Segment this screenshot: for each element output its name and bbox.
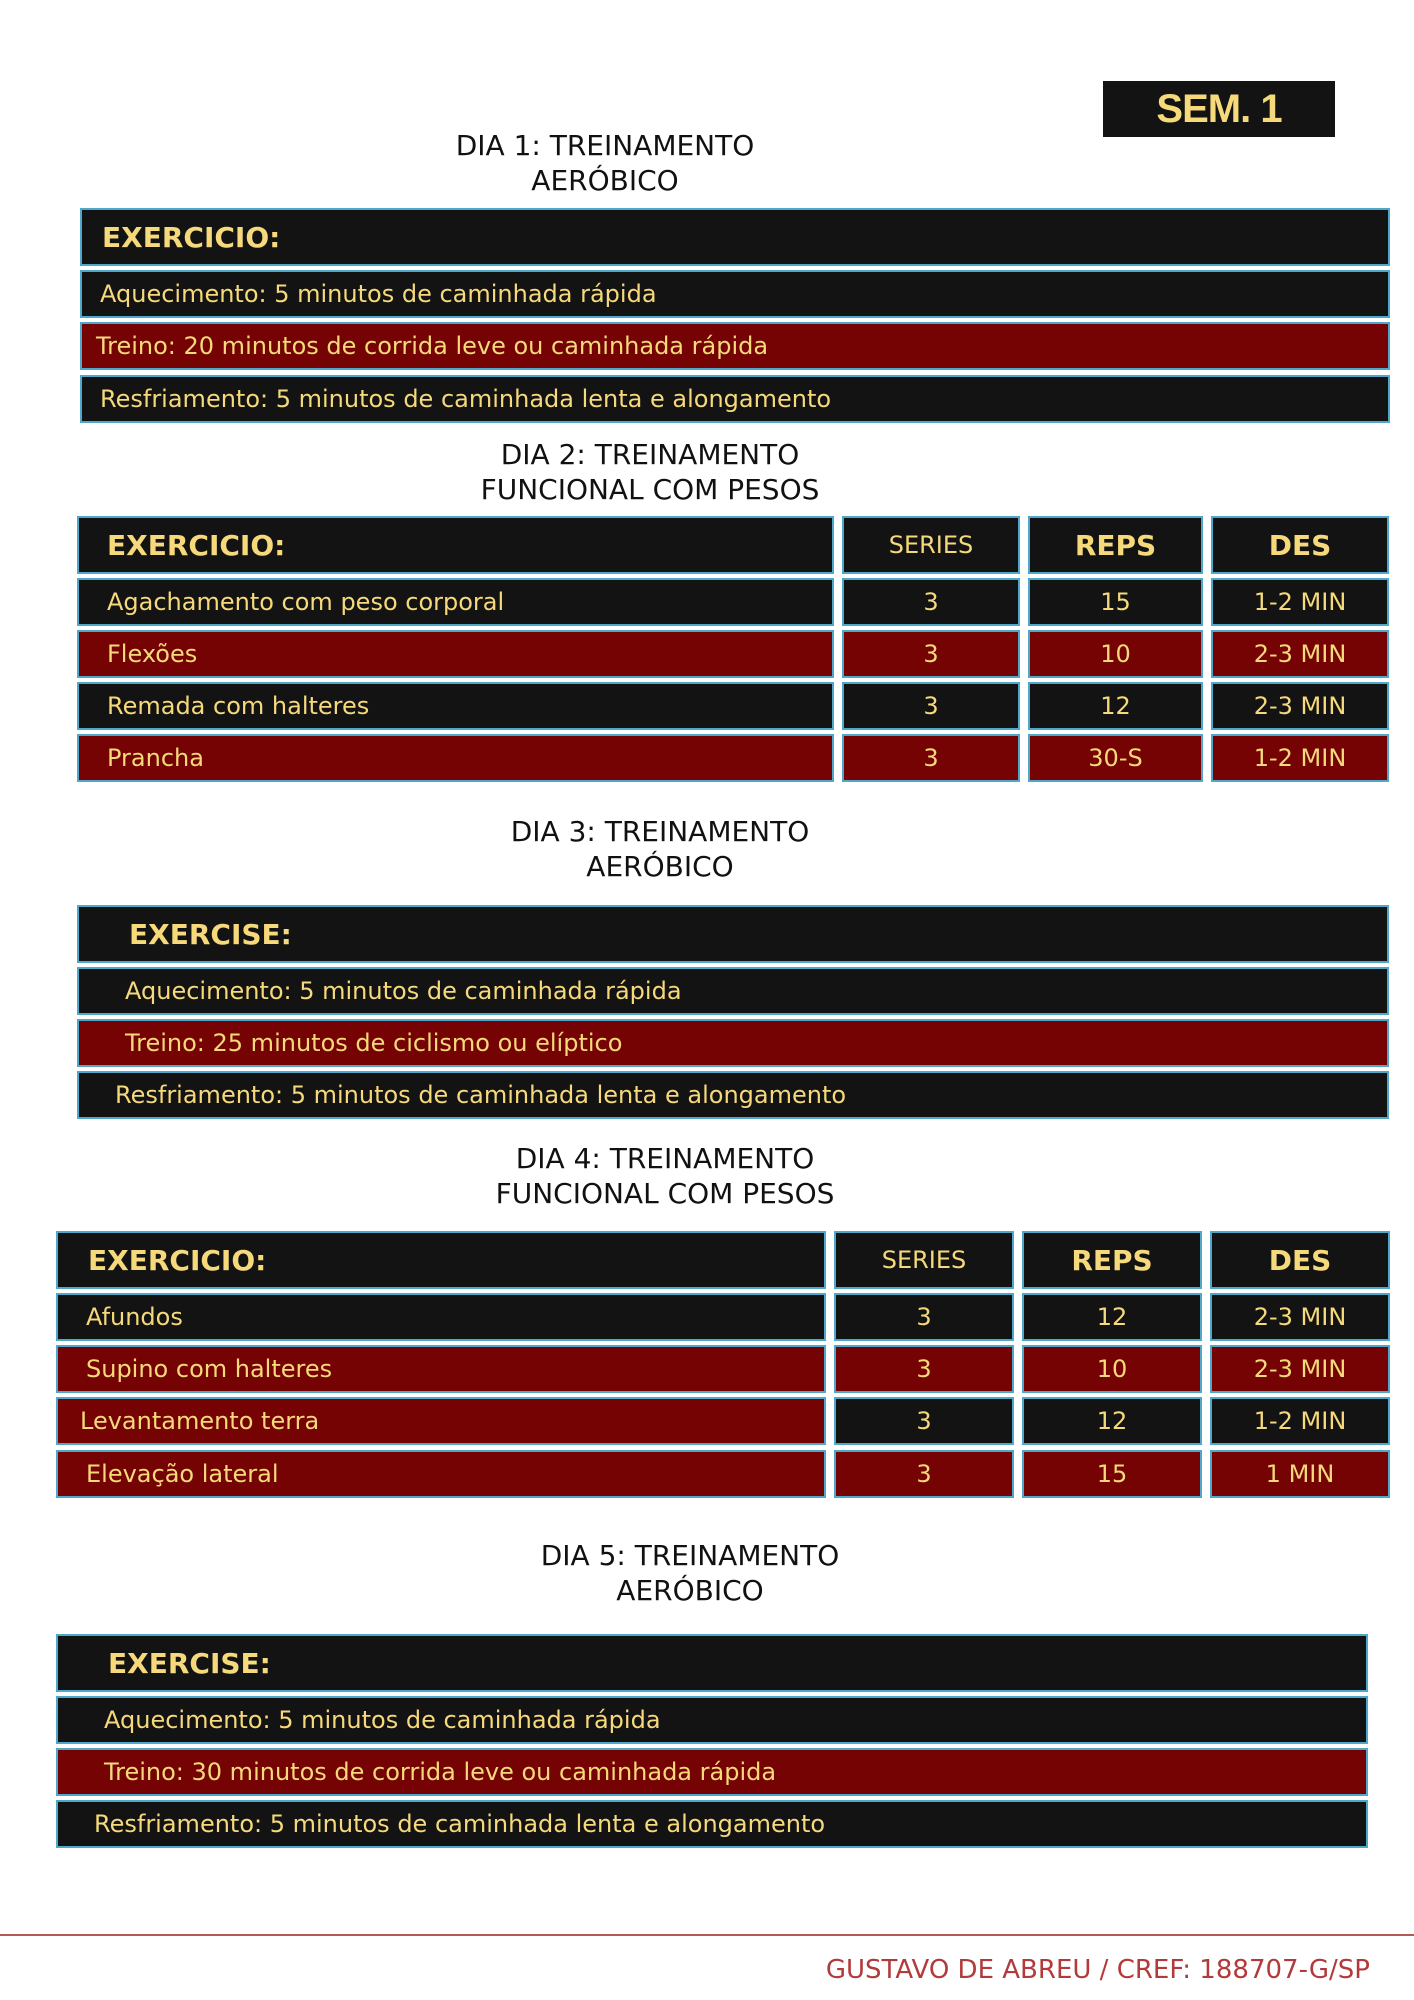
day5-title-line1: DIA 5: TREINAMENTO xyxy=(540,1539,840,1572)
day4-row-exercise: Levantamento terra xyxy=(56,1397,826,1445)
day1-row: Treino: 20 minutos de corrida leve ou caminhada rápida xyxy=(80,322,1390,370)
day4-row-des: 2-3 MIN xyxy=(1210,1293,1390,1341)
day4-row-series: 3 xyxy=(834,1345,1014,1393)
day2-header-exercise: EXERCICIO: xyxy=(77,516,834,574)
day2-title-line2: FUNCIONAL COM PESOS xyxy=(480,473,820,506)
week-badge: SEM. 1 xyxy=(1103,81,1335,137)
day2-row-series: 3 xyxy=(842,682,1020,730)
day4-row-series: 3 xyxy=(834,1397,1014,1445)
day2-row-des: 2-3 MIN xyxy=(1211,630,1389,678)
day4-header-exercise: EXERCICIO: xyxy=(56,1231,826,1289)
day1-title-line2: AERÓBICO xyxy=(531,164,679,197)
day2-row-exercise: Prancha xyxy=(77,734,834,782)
day1-title xyxy=(405,128,805,198)
day4-header-series: SERIES xyxy=(834,1231,1014,1289)
day2-row-exercise: Remada com halteres xyxy=(77,682,834,730)
day2-row-reps: 12 xyxy=(1028,682,1203,730)
day4-row-des: 2-3 MIN xyxy=(1210,1345,1390,1393)
day3-header: EXERCISE: xyxy=(77,905,1389,963)
day3-title-line2: AERÓBICO xyxy=(586,850,734,883)
day2-row-des: 2-3 MIN xyxy=(1211,682,1389,730)
day3-title-line1: DIA 3: TREINAMENTO xyxy=(510,815,810,848)
day5-row: Treino: 30 minutos de corrida leve ou caminhada rápida xyxy=(56,1748,1368,1796)
day5-header: EXERCISE: xyxy=(56,1634,1368,1692)
day2-row-reps: 10 xyxy=(1028,630,1203,678)
day2-header-des: DES xyxy=(1211,516,1389,574)
day5-title xyxy=(460,1538,920,1608)
day4-row-exercise: Elevação lateral xyxy=(56,1450,826,1498)
day2-title xyxy=(400,437,900,507)
day4-row-reps: 10 xyxy=(1022,1345,1202,1393)
day2-row-reps: 15 xyxy=(1028,578,1203,626)
day4-row-series: 3 xyxy=(834,1450,1014,1498)
day4-title xyxy=(415,1141,915,1211)
day3-row: Resfriamento: 5 minutos de caminhada lenta e alongamento xyxy=(77,1071,1389,1119)
day2-row-series: 3 xyxy=(842,734,1020,782)
day3-row: Treino: 25 minutos de ciclismo ou elíptico xyxy=(77,1019,1389,1067)
day2-row-series: 3 xyxy=(842,630,1020,678)
day4-header-des: DES xyxy=(1210,1231,1390,1289)
day5-row: Aquecimento: 5 minutos de caminhada rápida xyxy=(56,1696,1368,1744)
footer-divider xyxy=(0,1934,1414,1936)
day3-row: Aquecimento: 5 minutos de caminhada rápida xyxy=(77,967,1389,1015)
day4-title-line1: DIA 4: TREINAMENTO xyxy=(515,1142,815,1175)
day4-row-exercise: Supino com halteres xyxy=(56,1345,826,1393)
day4-title-line2: FUNCIONAL COM PESOS xyxy=(495,1177,835,1210)
day4-row-reps: 12 xyxy=(1022,1293,1202,1341)
day2-header-series: SERIES xyxy=(842,516,1020,574)
day1-row: Aquecimento: 5 minutos de caminhada rápida xyxy=(80,270,1390,318)
day1-title-line1: DIA 1: TREINAMENTO xyxy=(455,129,755,162)
day3-title xyxy=(430,814,890,884)
day2-row-des: 1-2 MIN xyxy=(1211,578,1389,626)
day5-title-line2: AERÓBICO xyxy=(616,1574,764,1607)
day2-row-reps: 30-S xyxy=(1028,734,1203,782)
day2-row-exercise: Agachamento com peso corporal xyxy=(77,578,834,626)
day4-row-reps: 15 xyxy=(1022,1450,1202,1498)
day4-header-reps: REPS xyxy=(1022,1231,1202,1289)
day4-row-des: 1 MIN xyxy=(1210,1450,1390,1498)
day2-row-series: 3 xyxy=(842,578,1020,626)
day4-row-reps: 12 xyxy=(1022,1397,1202,1445)
day4-row-exercise: Afundos xyxy=(56,1293,826,1341)
day2-row-des: 1-2 MIN xyxy=(1211,734,1389,782)
day2-row-exercise: Flexões xyxy=(77,630,834,678)
day4-row-des: 1-2 MIN xyxy=(1210,1397,1390,1445)
day1-row: Resfriamento: 5 minutos de caminhada lenta e alongamento xyxy=(80,375,1390,423)
day4-row-series: 3 xyxy=(834,1293,1014,1341)
day5-row: Resfriamento: 5 minutos de caminhada lenta e alongamento xyxy=(56,1800,1368,1848)
footer-credit: GUSTAVO DE ABREU / CREF: 188707-G/SP xyxy=(825,1955,1370,1985)
day2-header-reps: REPS xyxy=(1028,516,1203,574)
day1-header: EXERCICIO: xyxy=(80,208,1390,266)
day2-title-line1: DIA 2: TREINAMENTO xyxy=(500,438,800,471)
